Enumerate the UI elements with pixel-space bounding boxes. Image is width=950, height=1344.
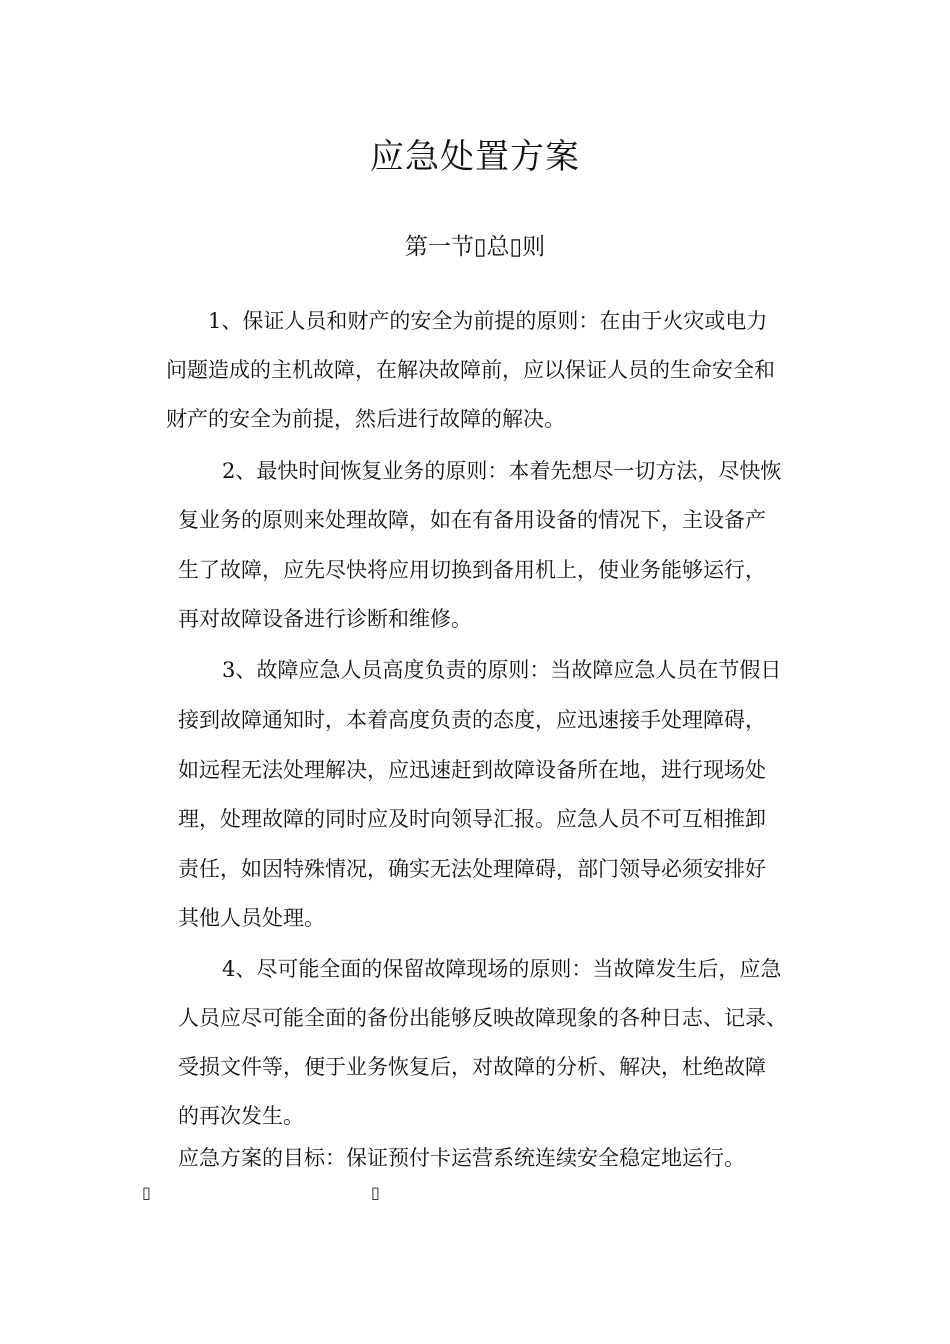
paragraph-1-line-2: 问题造成的主机故障，在解决故障前，应以保证人员的生命安全和 xyxy=(166,358,775,382)
paragraph-3-line-3: 如远程无法处理解决，应迅速赶到故障设备所在地，进行现场处 xyxy=(178,758,766,782)
paragraph-3-line-5: 责任，如因特殊情况，确实无法处理障碍，部门领导必须安排好 xyxy=(178,857,766,881)
paragraph-4-line-4: 的再次发生。 xyxy=(178,1104,304,1128)
paragraph-3-line-1: 3、故障应急人员高度负责的原则：当故障应急人员在节假日 xyxy=(222,658,782,682)
paragraph-2-line-3: 生了故障，应先尽快将应用切换到备用机上，使业务能够运行， xyxy=(178,558,766,582)
paragraph-4-line-1: 4、尽可能全面的保留故障现场的原则：当故障发生后，应急 xyxy=(222,957,782,981)
paragraph-1-line-1: 1、保证人员和财产的安全为前提的原则：在由于火灾或电力 xyxy=(208,309,768,333)
paragraph-2-line-4: 再对故障设备进行诊断和维修。 xyxy=(178,607,472,631)
goal-line: 应急方案的目标：保证预付卡运营系统连续安全稳定地运行。 xyxy=(178,1146,745,1170)
paragraph-3-line-6: 其他人员处理。 xyxy=(178,906,325,930)
paragraph-2-line-1: 2、最快时间恢复业务的原则：本着先想尽一切方法，尽快恢 xyxy=(222,459,782,483)
paragraph-3-line-4: 理，处理故障的同时应及时向领导汇报。应急人员不可互相推卸 xyxy=(178,807,766,831)
document-title: 应急处置方案 xyxy=(370,137,580,177)
paragraph-4-line-3: 受损文件等，便于业务恢复后，对故障的分析、解决，杜绝故障 xyxy=(178,1055,766,1079)
paragraph-1-line-3: 财产的安全为前提，然后进行故障的解决。 xyxy=(166,407,565,431)
paragraph-3-line-2: 接到故障通知时，本着高度负责的态度，应迅速接手处理障碍， xyxy=(178,708,766,732)
paragraph-2-line-2: 复业务的原则来处理故障，如在有备用设备的情况下，主设备产 xyxy=(178,508,766,532)
placeholder-glyph-left: ▯ xyxy=(142,1183,151,1202)
paragraph-4-line-2: 人员应尽可能全面的备份出能够反映故障现象的各种日志、记录、 xyxy=(178,1006,787,1030)
section-heading: 第一节▯总▯则 xyxy=(404,234,546,260)
placeholder-glyph-right: ▯ xyxy=(371,1183,380,1202)
